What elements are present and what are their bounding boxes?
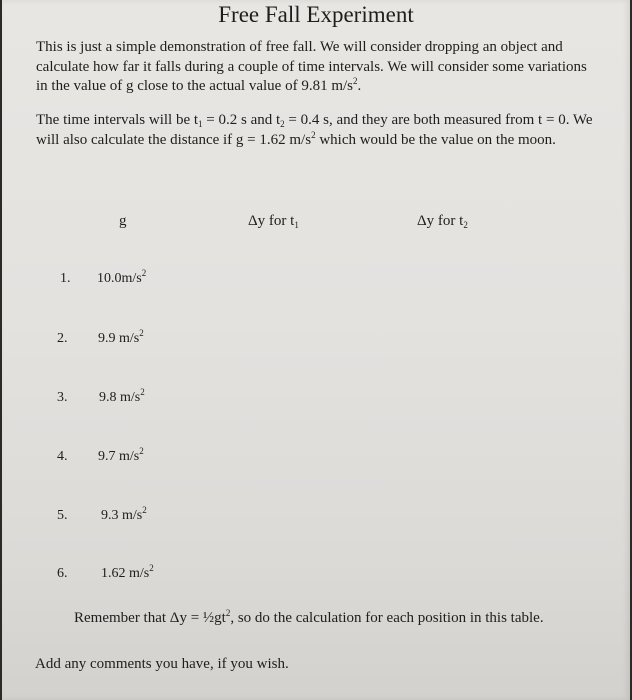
column-header-dy-t1 (248, 213, 299, 230)
time-text-4: which would be the value on the moon. (315, 131, 556, 148)
g-value-superscript: 2 (139, 446, 144, 456)
header-dy2-text: Δy for t (417, 213, 464, 229)
worksheet-page (2, 0, 630, 700)
time-subscript-2: 2 (280, 119, 285, 129)
time-text-2: = 0.2 s and t (202, 112, 281, 128)
column-header-g: g (119, 213, 127, 229)
row-number: 4. (57, 449, 68, 464)
intro-text: This is just a simple demonstration of free fall. We will consider dropping an object and calculate how far it falls during a couple of time intervals. We will consider some variations in the value of g close to the actual value of 9.81 m/s (36, 39, 587, 94)
remember-text-2: , so do the calculation for each position in this table. (230, 610, 544, 626)
row-number: 6. (57, 566, 68, 581)
time-text-3: = 0.4 s, and they are both measured from t = 0. We will also calculate the distance if g = 1.62 m/s (36, 112, 593, 148)
g-value-text: 10.0m/s (97, 271, 142, 286)
header-dy1-subscript: 1 (294, 220, 299, 230)
g-value (97, 268, 147, 287)
row-number: 1. (60, 271, 71, 286)
comments-prompt: Add any comments you have, if you wish. (35, 656, 289, 672)
row-number: 5. (57, 508, 68, 523)
g-value (98, 328, 144, 347)
g-value (99, 387, 145, 406)
header-dy2-subscript: 2 (463, 220, 468, 230)
g-value (101, 563, 154, 582)
g-value-text: 1.62 m/s (101, 566, 150, 581)
remember-note (74, 609, 574, 628)
g-value-text: 9.8 m/s (99, 390, 141, 405)
g-value-superscript: 2 (139, 328, 144, 338)
page-title: Free Fall Experiment (218, 2, 414, 27)
g-value (101, 505, 147, 524)
intro-end: . (357, 78, 362, 94)
g-value-text: 9.7 m/s (98, 449, 140, 464)
g-value-superscript: 2 (149, 563, 154, 573)
header-dy1-text: Δy for t (248, 213, 295, 229)
column-header-dy-t2 (417, 213, 468, 230)
time-text-1: The time intervals will be t (36, 112, 199, 128)
g-value-text: 9.9 m/s (98, 331, 140, 346)
time-subscript-1: 1 (198, 119, 203, 129)
time-intervals-paragraph (36, 111, 602, 150)
g-value-superscript: 2 (140, 387, 145, 397)
intro-paragraph (36, 38, 602, 97)
g-value (98, 446, 144, 465)
remember-superscript: 2 (225, 608, 231, 618)
moon-g-superscript: 2 (311, 129, 316, 140)
g-value-superscript: 2 (141, 268, 147, 278)
g-value-text: 9.3 m/s (101, 508, 143, 523)
row-number: 3. (57, 390, 68, 405)
intro-superscript: 2 (353, 76, 358, 86)
row-number: 2. (57, 331, 68, 346)
g-value-superscript: 2 (142, 505, 147, 515)
remember-text-1: Remember that Δy = ½gt (74, 610, 226, 626)
